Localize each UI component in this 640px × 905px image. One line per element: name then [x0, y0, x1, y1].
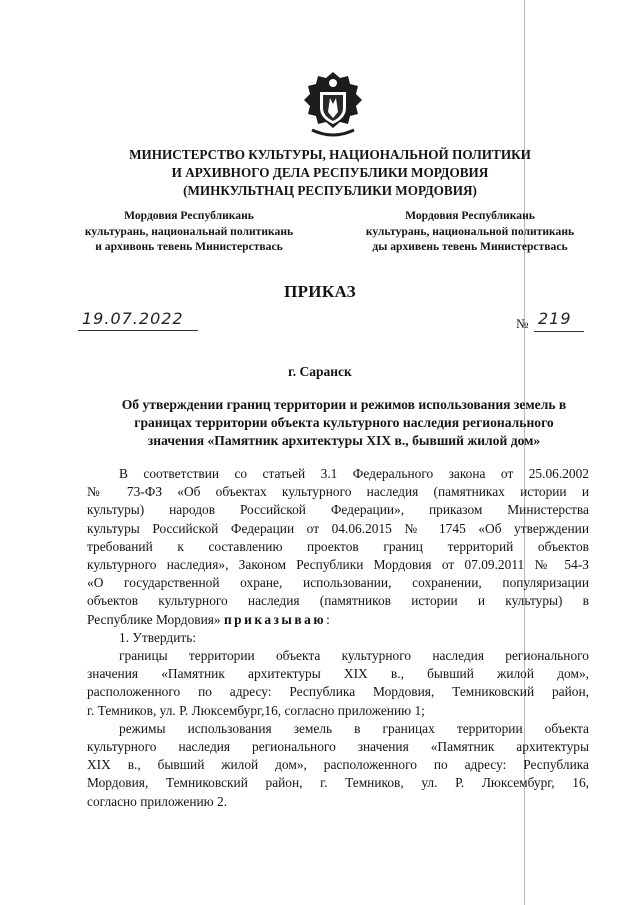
body-line: культурного наследия регионального значения «Памятник архитектуры	[87, 739, 589, 755]
order-number-label: №	[516, 316, 529, 331]
ministry-ru-line: (МИНКУЛЬТНАЦ РЕСПУБЛИКИ МОРДОВИЯ)	[183, 183, 477, 198]
coat-of-arms-icon	[300, 68, 366, 140]
date-underline	[78, 330, 198, 331]
body-line: XIX в., бывший жилой дом», расположенного по адресу: Республика	[87, 757, 589, 773]
ministry-ru-line: МИНИСТЕРСТВО КУЛЬТУРЫ, НАЦИОНАЛЬНОЙ ПОЛИТИКИ	[129, 147, 531, 162]
ministry-erzya-line: ды архивень тевень Министерствась	[372, 240, 568, 253]
document-body	[87, 465, 589, 811]
document-title-line: границах территории объекта культурного наследия регионального	[134, 415, 554, 430]
preamble-end: Республике Мордовия»	[87, 611, 221, 627]
body-line: культуры) народов Российской Федерации», приказом Министерства	[87, 502, 589, 518]
ministry-moksha-line: культурань, национальнай политикань	[84, 224, 294, 238]
ministry-name-moksha	[74, 208, 304, 255]
body-line: режимы использования земель в границах территории объекта	[119, 720, 589, 736]
body-line: культуры Российской Федерации от 04.06.2015 № 1745 «Об утверждении	[87, 520, 589, 536]
ministry-erzya-line: культурань, национальной политикань	[365, 224, 575, 238]
ministry-erzya-line: Мордовия Республикань	[405, 209, 535, 222]
ministry-moksha-line: Мордовия Республикань	[124, 209, 254, 222]
order-number: 219	[538, 309, 572, 328]
ministry-ru-line: И АРХИВНОГО ДЕЛА РЕСПУБЛИКИ МОРДОВИЯ	[171, 165, 489, 180]
order-title: ПРИКАЗ	[284, 282, 356, 301]
body-line: границы территории объекта культурного наследия регионального	[119, 648, 589, 664]
document-title	[96, 396, 592, 450]
decree-colon: :	[326, 611, 330, 627]
body-line: объектов культурного наследия (памятников истории и культуры) в	[87, 593, 589, 609]
number-underline	[534, 331, 584, 332]
body-line: Мордовия, Темниковский район, г. Темников, ул. Р. Люксембург, 16,	[87, 775, 589, 791]
body-line	[87, 611, 589, 629]
document-title-line: Об утверждении границ территории и режимов использования земель в	[121, 397, 567, 412]
body-line: расположенного по адресу: Республика Мордовия, Темниковский район,	[87, 684, 589, 700]
body-line: значения «Памятник архитектуры XIX в., бывший жилой дом»,	[87, 666, 589, 682]
ministry-name-russian	[110, 146, 550, 200]
document-title-line: значения «Памятник архитектуры XIX в., бывший жилой дом»	[147, 433, 541, 448]
body-line: требований к составлению проектов границ территорий объектов	[87, 538, 589, 554]
order-date: 19.07.2022	[82, 309, 184, 328]
body-line: № 73-ФЗ «Об объектах культурного наследия (памятниках истории и	[87, 484, 589, 500]
decree-word: приказываю	[223, 611, 327, 627]
body-line: согласно приложению 2.	[87, 793, 228, 809]
city: г. Саранск	[288, 364, 352, 379]
body-line: В соответствии со статьей 3.1 Федерального закона от 25.06.2002	[119, 466, 589, 481]
body-line: г. Темников, ул. Р. Люксембург,16, согласно приложению 1;	[87, 702, 425, 718]
body-line: «О государственной охране, использовании, сохранении, популяризации	[87, 575, 589, 591]
ministry-moksha-line: и архивонь тевень Министерствась	[95, 240, 283, 253]
ministry-name-erzya	[345, 208, 595, 255]
body-line: культурного наследия», Законом Республики Мордовия от 07.09.2011 № 54-З	[87, 557, 589, 573]
item-heading: 1. Утвердить:	[119, 629, 197, 645]
